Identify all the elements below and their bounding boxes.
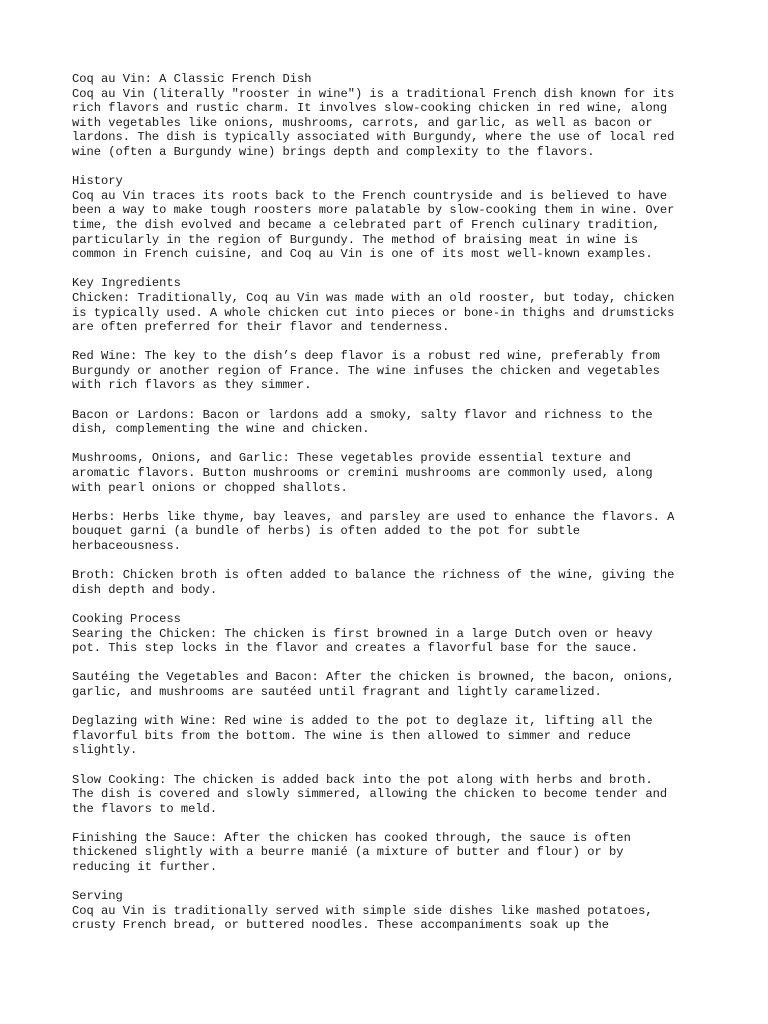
- paragraph-sauteing: [72, 670, 712, 699]
- text-line: History: [72, 174, 123, 189]
- text-line: Red Wine: The key to the dish’s deep flavor is a robust red wine, preferably from: [72, 349, 660, 364]
- text-line: lardons. The dish is typically associated with Burgundy, where the use of local red: [72, 130, 675, 145]
- text-line: reducing it further.: [72, 860, 218, 875]
- text-line: with vegetables like onions, mushrooms, carrots, and garlic, as well as bacon or: [72, 115, 653, 130]
- text-line: Herbs: Herbs like thyme, bay leaves, and parsley are used to enhance the flavors. A: [72, 509, 675, 524]
- paragraph-bacon: [72, 408, 712, 437]
- text-line: wine (often a Burgundy wine) brings depth and complexity to the flavors.: [72, 144, 595, 159]
- text-line: particularly in the region of Burgundy. The method of braising meat in wine is: [72, 232, 639, 247]
- text-line: garlic, and mushrooms are sautéed until fragrant and lightly caramelized.: [72, 684, 602, 699]
- text-line: Cooking Process: [72, 611, 181, 626]
- text-line: bouquet garni (a bundle of herbs) is often added to the pot for subtle: [72, 524, 581, 539]
- paragraph-cooking-process-searing: [72, 612, 712, 656]
- text-line: slightly.: [72, 743, 138, 758]
- text-line: rich flavors and rustic charm. It involves slow-cooking chicken in red wine, along: [72, 101, 668, 116]
- text-line: common in French cuisine, and Coq au Vin is one of its most well-known examples.: [72, 247, 653, 262]
- paragraph-serving: [72, 889, 712, 933]
- text-line: been a way to make tough roosters more palatable by slow-cooking them in wine. Over: [72, 203, 675, 218]
- paragraph-key-ingredients-chicken: [72, 276, 712, 334]
- text-line: Serving: [72, 889, 123, 904]
- text-line: Broth: Chicken broth is often added to balance the richness of the wine, giving the: [72, 568, 675, 583]
- document-body: [72, 72, 712, 948]
- paragraph-mushrooms: [72, 451, 712, 495]
- text-line: Slow Cooking: The chicken is added back into the pot along with herbs and broth.: [72, 772, 653, 787]
- text-line: Coq au Vin is traditionally served with simple side dishes like mashed potatoes,: [72, 903, 653, 918]
- text-line: The dish is covered and slowly simmered, allowing the chicken to become tender and: [72, 787, 668, 802]
- text-line: with pearl onions or chopped shallots.: [72, 480, 348, 495]
- text-line: Bacon or Lardons: Bacon or lardons add a smoky, salty flavor and richness to the: [72, 407, 653, 422]
- text-line: Deglazing with Wine: Red wine is added to the pot to deglaze it, lifting all the: [72, 714, 653, 729]
- paragraph-history: [72, 174, 712, 262]
- text-line: are often preferred for their flavor and tenderness.: [72, 320, 450, 335]
- text-line: Coq au Vin (literally "rooster in wine") is a traditional French dish known for its: [72, 86, 675, 101]
- text-line: time, the dish evolved and became a celebrated part of French culinary tradition,: [72, 217, 660, 232]
- text-line: aromatic flavors. Button mushrooms or cremini mushrooms are commonly used, along: [72, 466, 653, 481]
- paragraph-finishing: [72, 831, 712, 875]
- text-line: Sautéing the Vegetables and Bacon: After the chicken is browned, the bacon, onions,: [72, 670, 675, 685]
- paragraph-broth: [72, 568, 712, 597]
- text-line: Key Ingredients: [72, 276, 181, 291]
- text-line: Searing the Chicken: The chicken is first browned in a large Dutch oven or heavy: [72, 626, 653, 641]
- text-line: crusty French bread, or buttered noodles. These accompaniments soak up the: [72, 918, 610, 933]
- paragraph-intro: [72, 72, 712, 160]
- text-line: thickened slightly with a beurre manié (a mixture of butter and flour) or by: [72, 845, 624, 860]
- text-line: Coq au Vin traces its roots back to the French countryside and is believed to have: [72, 188, 668, 203]
- text-line: Chicken: Traditionally, Coq au Vin was made with an old rooster, but today, chicken: [72, 290, 675, 305]
- text-line: dish, complementing the wine and chicken.: [72, 422, 370, 437]
- text-line: with rich flavors as they simmer.: [72, 378, 312, 393]
- paragraph-deglazing: [72, 714, 712, 758]
- text-line: pot. This step locks in the flavor and creates a flavorful base for the sauce.: [72, 641, 639, 656]
- text-line: Coq au Vin: A Classic French Dish: [72, 72, 312, 86]
- text-line: the flavors to meld.: [72, 801, 218, 816]
- text-line: Finishing the Sauce: After the chicken has cooked through, the sauce is often: [72, 830, 631, 845]
- text-line: Mushrooms, Onions, and Garlic: These vegetables provide essential texture and: [72, 451, 631, 466]
- paragraph-red-wine: [72, 349, 712, 393]
- text-line: dish depth and body.: [72, 582, 218, 597]
- paragraph-slow-cooking: [72, 773, 712, 817]
- text-line: Burgundy or another region of France. The wine infuses the chicken and vegetables: [72, 363, 660, 378]
- text-line: herbaceousness.: [72, 539, 181, 553]
- text-line: is typically used. A whole chicken cut into pieces or bone-in thighs and drumsticks: [72, 305, 675, 320]
- paragraph-herbs: [72, 510, 712, 554]
- text-line: flavorful bits from the bottom. The wine is then allowed to simmer and reduce: [72, 728, 631, 743]
